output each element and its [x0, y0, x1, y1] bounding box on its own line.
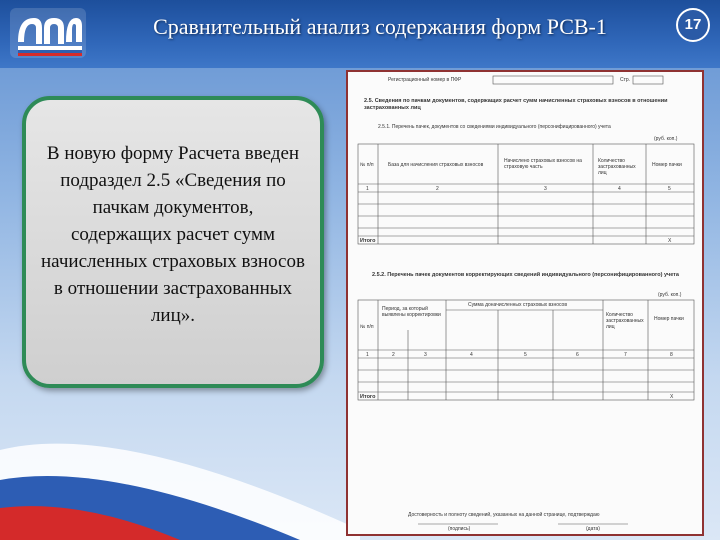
table1-total-label: Итого: [360, 238, 376, 244]
table2-col-1: 1: [366, 352, 369, 358]
table1-total-mark: X: [668, 238, 672, 244]
signature-label: (подпись): [448, 526, 471, 532]
subsection-2-title: 2.5.2. Перечень пачек документов корректирующих сведений индивидуального (персонифицированного) учета: [372, 272, 679, 278]
form-footer-text: Достоверность и полноту сведений, указанных на данной странице, подтверждаю: [408, 512, 600, 518]
table1-col-2: 2: [436, 186, 439, 192]
table1-header-4: Количество застрахованных лиц: [598, 158, 636, 176]
table2-total-label: Итого: [360, 394, 376, 400]
callout-text: В новую форму Расчета введен подраздел 2.5 «Сведения по пачкам документов, содержащих расчет сумм начисленных страховых взносов в отношении застрахованных лиц».: [41, 143, 305, 326]
unit-label-2: (руб. коп.): [658, 292, 682, 298]
table2-header-3: Сумма доначисленных страховых взносов: [468, 302, 567, 308]
table2-header-5: Номер пачки: [654, 316, 684, 322]
table1-header-1: № п/п: [360, 162, 374, 168]
table2-header-1: № п/п: [360, 324, 374, 330]
table1-col-4: 4: [618, 186, 621, 192]
unit-label-1: (руб. коп.): [654, 136, 678, 142]
info-callout: [22, 96, 324, 388]
table1-col-1: 1: [366, 186, 369, 192]
section-title: 2.5. Сведения по пачкам документов, содержащих расчет сумм начисленных страховых взносов в отношении застрахованных лиц: [364, 98, 668, 111]
table1-header-2: База для начисления страховых взносов: [388, 162, 484, 168]
reg-number-label: Регистрационный номер в ПФР: [388, 77, 462, 83]
date-label: (дата): [586, 526, 600, 532]
subsection-1-title: 2.5.1. Перечень пачек, документов со сведениями индивидуального (персонифицированного) учета: [378, 124, 611, 130]
form-preview: [346, 70, 704, 536]
table1-col-5: 5: [668, 186, 671, 192]
table2-col-8: 8: [670, 352, 673, 358]
slide-header: [0, 0, 720, 68]
table2-col-2: 2: [392, 352, 395, 358]
table2-col-5: 5: [524, 352, 527, 358]
table2-col-4: 4: [470, 352, 473, 358]
table2-total-mark: X: [670, 394, 674, 400]
table2-col-7: 7: [624, 352, 627, 358]
table2-header-4: Количество застрахованных лиц: [606, 312, 644, 330]
table2-col-3: 3: [424, 352, 427, 358]
flag-decoration: [0, 380, 360, 540]
table1-header-3: Начислено страховых взносов на страховую часть: [504, 158, 582, 170]
slide-title: Сравнительный анализ содержания форм РСВ-1: [153, 14, 607, 39]
page-label: Стр.: [620, 77, 631, 83]
table1-col-3: 3: [544, 186, 547, 192]
pfr-logo-icon: [8, 4, 88, 62]
table2-header-2: Период, за который выявлены корректировки: [382, 306, 441, 318]
table2-col-6: 6: [576, 352, 579, 358]
table1-header-5: Номер пачки: [652, 162, 682, 168]
page-number-badge: 17: [676, 8, 710, 42]
